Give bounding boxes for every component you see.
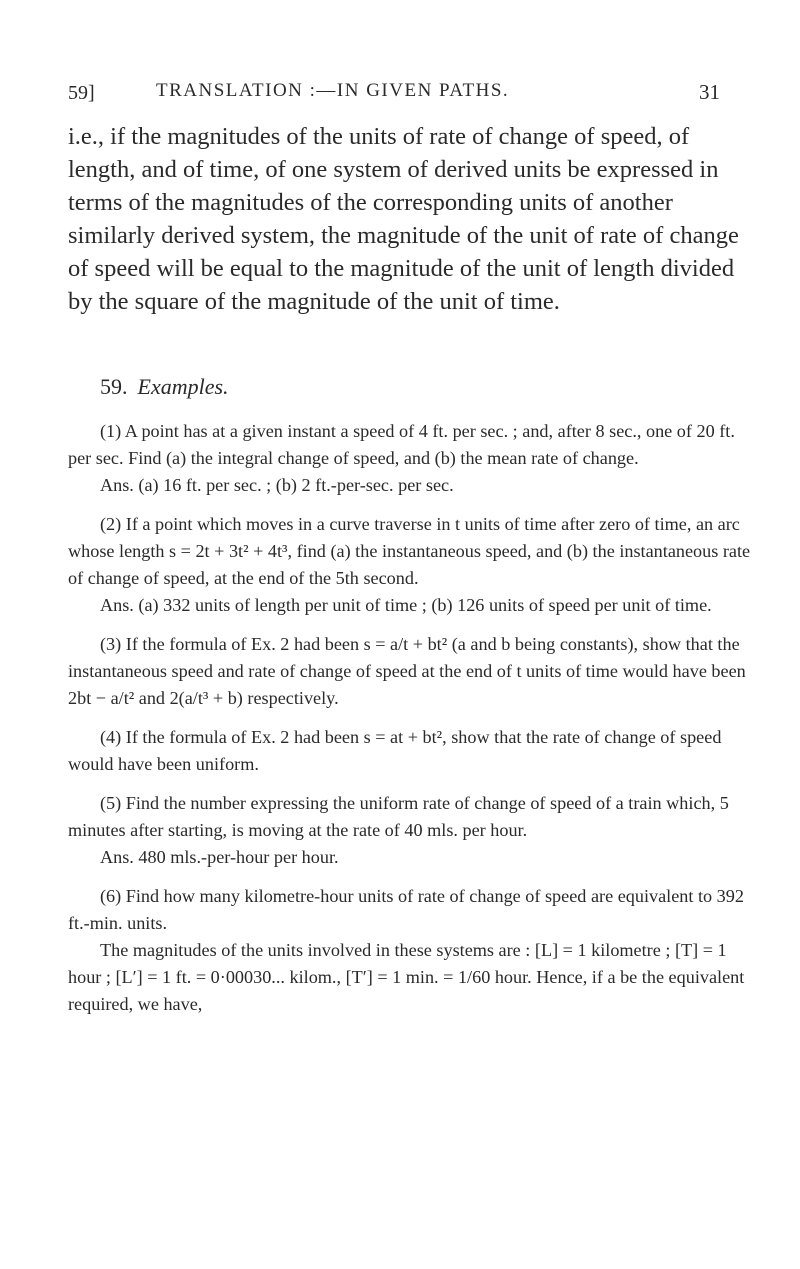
running-title: TRANSLATION :—IN GIVEN PATHS. [156,80,510,101]
examples-list [68,418,758,1030]
lead-text: i.e., if the magnitudes of the units of rate of change of speed, of length, and of time, of one system of derived units be expressed in terms of the magnitudes of the corresponding units of another similarly derived system, the magnitude of the unit of rate of change of speed will be equal to the magnitude of the unit of length divided by the square of the magnitude of the unit of time. [68,123,739,315]
example-item [68,883,758,1018]
section-heading [100,374,229,400]
example-body: Find how many kilometre-hour units of rate of change of speed are equivalent to 392 ft.-min. units. [68,886,744,933]
example-item [68,511,758,619]
example-text [68,790,758,844]
example-text [68,724,758,778]
section-title: Examples. [137,374,229,399]
example-body: A point has at a given instant a speed of 4 ft. per sec. ; and, after 8 sec., one of 20 ft. per sec. Find (a) the integral change of speed, and (b) the mean rate of change. [68,421,735,468]
example-body: Find the number expressing the uniform rate of change of speed of a train which, 5 minutes after starting, is moving at the rate of 40 mls. per hour. [68,793,729,840]
example-continuation: The magnitudes of the units involved in these systems are : [L] = 1 kilometre ; [T] = 1 hour ; [L′] = 1 ft. = 0·00030... kilom., [T′] = 1 min. = 1/60 hour. Hence, if a be the equivalent required, we have, [68,940,745,1014]
example-item [68,631,758,712]
example-item [68,724,758,778]
example-text [68,631,758,712]
example-label: (1) [100,421,122,441]
example-body: If the formula of Ex. 2 had been s = at + bt², show that the rate of change of speed would have been uniform. [68,727,722,774]
section-marker: 59] [68,82,95,104]
example-label: (4) [100,727,122,747]
running-header [68,80,720,110]
example-text [68,511,758,592]
lead-paragraph [68,120,758,318]
example-label: (6) [100,886,122,906]
section-number: 59. [100,374,128,399]
example-text [68,418,758,472]
example-item [68,790,758,871]
example-answer: Ans. (a) 332 units of length per unit of time ; (b) 126 units of speed per unit of time. [100,595,712,615]
example-answer: Ans. (a) 16 ft. per sec. ; (b) 2 ft.-per-sec. per sec. [100,475,454,495]
page-number: 31 [699,80,720,104]
example-item [68,418,758,499]
example-label: (3) [100,634,122,654]
example-answer: Ans. 480 mls.-per-hour per hour. [100,847,339,867]
example-label: (5) [100,793,122,813]
example-body: If the formula of Ex. 2 had been s = a/t + bt² (a and b being constants), show that the instantaneous speed and rate of change of speed at the end of t units of time would have been 2bt − a/t² and 2(a/t³ + b) respectively. [68,634,746,708]
example-text [68,883,758,937]
example-label: (2) [100,514,122,534]
example-body: If a point which moves in a curve traverse in t units of time after zero of time, an arc whose length s = 2t + 3t² + 4t³, find (a) the instantaneous speed, and (b) the instantaneous rate of change of speed, at the end of the 5th second. [68,514,751,588]
